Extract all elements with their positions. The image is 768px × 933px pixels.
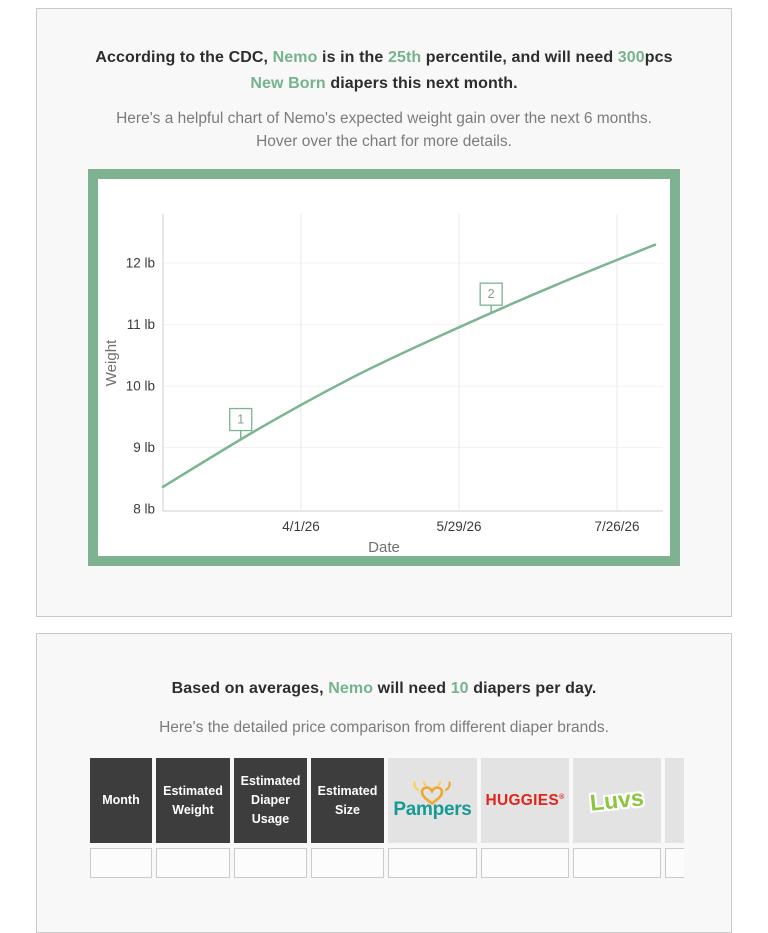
table-data-cell	[481, 848, 569, 878]
text-segment: Based on averages,	[171, 680, 329, 697]
y-tick-label: 12 lb	[125, 255, 155, 271]
table-header-cell: Estimated Size	[311, 758, 384, 843]
x-tick-label: 5/29/26	[436, 519, 482, 534]
registered-mark: ®	[559, 793, 565, 801]
highlight-text: Nemo	[272, 49, 318, 66]
marker-label: 2	[487, 287, 495, 302]
pampers-logo-text: Pampers	[393, 799, 472, 820]
table-data-cell	[90, 848, 152, 878]
highlight-text: 300	[617, 49, 645, 66]
y-tick-label: 9 lb	[133, 440, 155, 456]
text-line: Here's the detailed price comparison from different diaper brands.	[159, 719, 609, 736]
pampers-logo	[393, 780, 471, 821]
text-segment: According to the CDC,	[95, 49, 273, 66]
text-line	[37, 676, 731, 702]
weight-series-line	[163, 245, 655, 487]
comparison-card-subtitle	[37, 716, 731, 739]
x-tick-label: 4/1/26	[282, 519, 320, 534]
highlight-text: 10	[450, 680, 469, 697]
table-row	[90, 848, 684, 878]
pampers-brand-cell	[388, 758, 477, 843]
text-segment: diapers per day.	[468, 680, 597, 697]
y-axis-title: Weight	[103, 339, 120, 387]
weight-line-chart[interactable]	[98, 179, 670, 556]
weight-chart-card	[36, 8, 732, 617]
table-data-cell	[573, 848, 661, 878]
y-tick-label: 8 lb	[133, 501, 155, 517]
price-comparison-card	[36, 633, 732, 933]
table-header-cell: Month	[90, 758, 152, 843]
table-data-cell	[665, 848, 684, 878]
luvs-logo: Luvs	[588, 784, 646, 816]
table-data-cell	[311, 848, 384, 878]
chart-card-subtitle	[37, 107, 731, 153]
marker-label: 1	[237, 412, 245, 427]
pampers-doodle-stroke	[439, 782, 441, 786]
table-header-cell: Estimated Weight	[156, 758, 230, 843]
pampers-doodle-stroke	[446, 783, 450, 791]
highlight-text: Nemo	[328, 680, 374, 697]
text-segment: diapers this next month.	[325, 75, 518, 92]
highlight-text: 25th	[387, 49, 422, 66]
text-segment: percentile, and will need	[421, 49, 618, 66]
price-comparison-table	[90, 758, 684, 878]
brand-cell	[665, 758, 684, 843]
weight-chart-frame	[88, 169, 680, 566]
table-data-cell	[156, 848, 230, 878]
huggies-brand-cell	[481, 758, 569, 843]
text-line	[37, 45, 731, 71]
pampers-doodle-stroke	[415, 783, 419, 791]
text-line	[37, 71, 731, 97]
table-header-row	[90, 758, 684, 843]
luvs-brand-cell	[573, 758, 661, 843]
table-header-cell: Estimated Diaper Usage	[234, 758, 307, 843]
y-tick-label: 10 lb	[125, 378, 155, 394]
text-line: Here's a helpful chart of Nemo's expected weight gain over the next 6 months.	[116, 110, 652, 127]
comparison-card-heading	[37, 634, 731, 702]
text-segment: pcs	[644, 49, 673, 66]
x-tick-label: 7/26/26	[594, 519, 640, 534]
table-data-cell	[388, 848, 477, 878]
chart-card-heading	[37, 9, 731, 97]
highlight-text: New Born	[250, 75, 326, 92]
x-axis-title: Date	[368, 539, 400, 556]
text-segment: will need	[373, 680, 451, 697]
pampers-doodle-stroke	[424, 782, 426, 786]
text-line: Hover over the chart for more details.	[256, 133, 512, 150]
table-data-cell	[234, 848, 307, 878]
y-tick-label: 11 lb	[126, 317, 155, 333]
text-segment: is in the	[317, 49, 388, 66]
huggies-logo: HUGGIES®	[485, 791, 565, 809]
